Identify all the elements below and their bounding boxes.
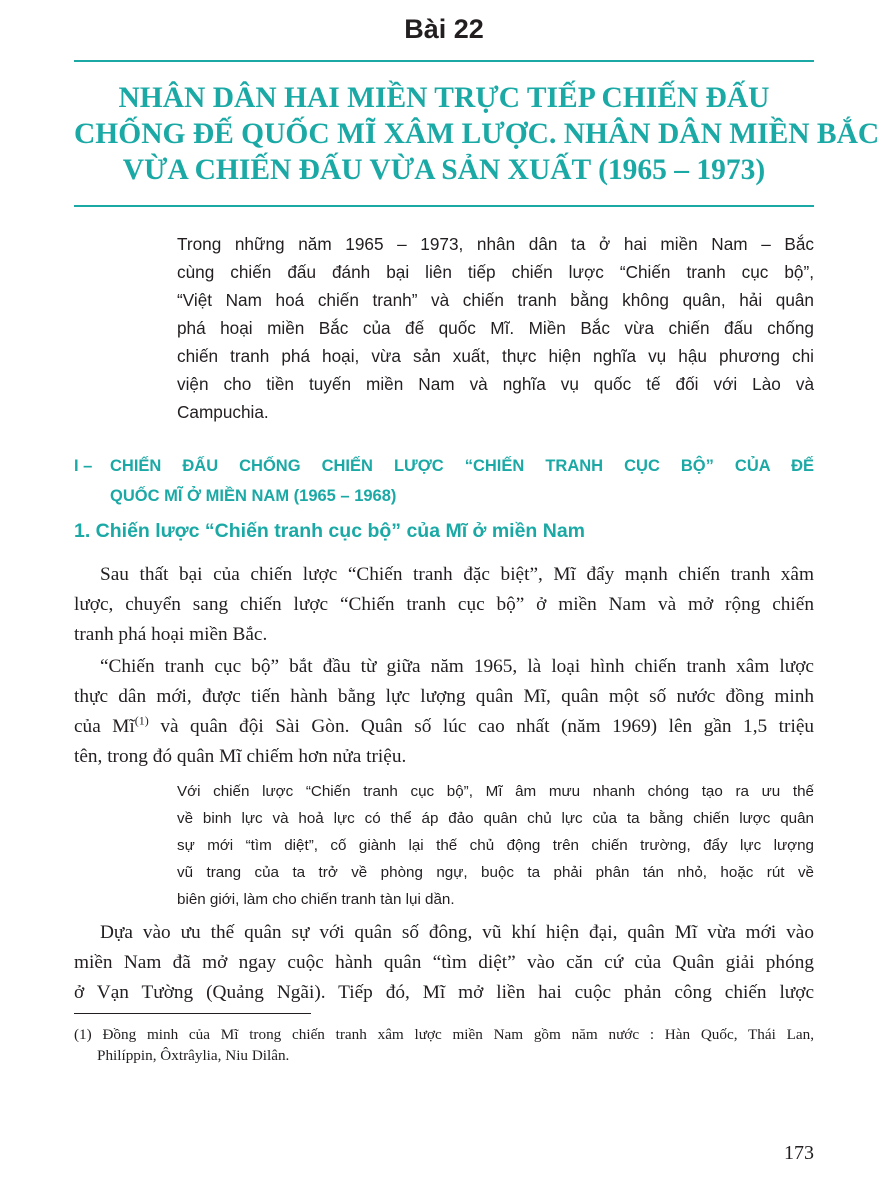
footnote-line: (1) Đồng minh của Mĩ trong chiến tranh xâm lược miền Nam gồm năm nước : Hàn Quốc, Thái Lan, [74,1026,814,1043]
paragraph-line: “Chiến tranh cục bộ” bắt đầu từ giữa năm 1965, là loại hình chiến tranh xâm lược [100,656,814,677]
footnote-divider [74,1013,311,1014]
note-line: sự mới “tìm diệt”, cố giành lại thế chủ động trên chiến trường, đẩy lực lượng [177,837,814,854]
paragraph-line: Sau thất bại của chiến lược “Chiến tranh đặc biệt”, Mĩ đẩy mạnh chiến tranh xâm [100,564,814,585]
intro-line: phá hoại miền Bắc của đế quốc Mĩ. Miền Bắc vừa chiến đấu chống [177,318,814,338]
intro-line: cùng chiến đấu đánh bại liên tiếp chiến lược “Chiến tranh cục bộ”, [177,262,814,282]
paragraph-3 [74,918,814,1008]
lesson-number: Bài 22 [404,14,484,44]
intro-line: Campuchia. [177,402,269,422]
intro-line: Trong những năm 1965 – 1973, nhân dân ta ở hai miền Nam – Bắc [177,234,814,254]
paragraph-line: Dựa vào ưu thế quân sự với quân số đông, vũ khí hiện đại, quân Mĩ vừa mới vào [100,922,814,943]
note-line: Với chiến lược “Chiến tranh cục bộ”, Mĩ âm mưu nhanh chóng tạo ra ưu thế [177,783,814,800]
paragraph-line: tranh phá hoại miền Bắc. [74,624,268,645]
paragraph-2 [74,652,814,772]
text-run: của Mĩ [74,716,135,737]
section-heading-line: QUỐC MĨ Ở MIỀN NAM (1965 – 1968) [110,487,397,505]
subsection-heading: 1. Chiến lược “Chiến tranh cục bộ” của Mĩ ở miền Nam [74,520,586,542]
title-bottom-rule [74,205,814,207]
intro-line: viện cho tiền tuyến miền Nam và nghĩa vụ quốc tế đối với Lào và [177,374,814,394]
title-top-rule [74,60,814,62]
section-heading [110,451,814,511]
paragraph-1 [74,560,814,650]
footnote [74,1024,814,1066]
paragraph-line: miền Nam đã mở ngay cuộc hành quân “tìm diệt” vào căn cứ của Quân giải phóng [74,952,814,973]
footnote-line: Philíppin, Ôxtrâylia, Niu Dilân. [97,1047,290,1064]
note-line: về binh lực và hoả lực có thể áp đảo quân chủ lực của ta bằng chiến lược quân [177,810,814,827]
paragraph-line: tên, trong đó quân Mĩ chiếm hơn nửa triệu. [74,746,407,767]
paragraph-line: thực dân mới, được tiến hành bằng lực lượng quân Mĩ, quân một số nước đồng minh [74,686,814,707]
paragraph-line: ở Vạn Tường (Quảng Ngãi). Tiếp đó, Mĩ mở liền hai cuộc phản công chiến lược [74,982,814,1003]
paragraph-line [74,712,814,742]
footnote-ref: (1) [134,713,149,728]
page-number: 173 [784,1142,814,1164]
note-line: biên giới, làm cho chiến tranh tàn lụi dần. [177,891,455,908]
intro-summary [177,230,814,426]
text-run: và quân đội Sài Gòn. Quân số lúc cao nhất (năm 1969) lên gần 1,5 triệu [148,716,815,737]
section-heading-line: CHIẾN ĐẤU CHỐNG CHIẾN LƯỢC “CHIẾN TRANH CỤC BỘ” CỦA ĐẾ [110,457,814,475]
note-line: vũ trang của ta trở về phòng ngự, buộc ta phải phân tán nhỏ, hoặc rút về [177,864,814,881]
title-line: NHÂN DÂN HAI MIỀN TRỰC TIẾP CHIẾN ĐẤU [118,82,770,114]
intro-line: “Việt Nam hoá chiến tranh” và chiến tranh bằng không quân, hải quân [177,290,814,310]
lesson-title [74,80,880,188]
intro-line: chiến tranh phá hoại, vừa sản xuất, thực hiện nghĩa vụ hậu phương chi [177,346,814,366]
paragraph-line: lược, chuyển sang chiến lược “Chiến tranh cục bộ” ở miền Nam và mở rộng chiến [74,594,814,615]
title-line: VỪA CHIẾN ĐẤU VỪA SẢN XUẤT (1965 – 1973) [122,154,766,186]
title-line: CHỐNG ĐẾ QUỐC MĨ XÂM LƯỢC. NHÂN DÂN MIỀN BẮC [74,118,880,150]
explanatory-note [177,778,814,913]
section-number: I – [74,457,93,475]
